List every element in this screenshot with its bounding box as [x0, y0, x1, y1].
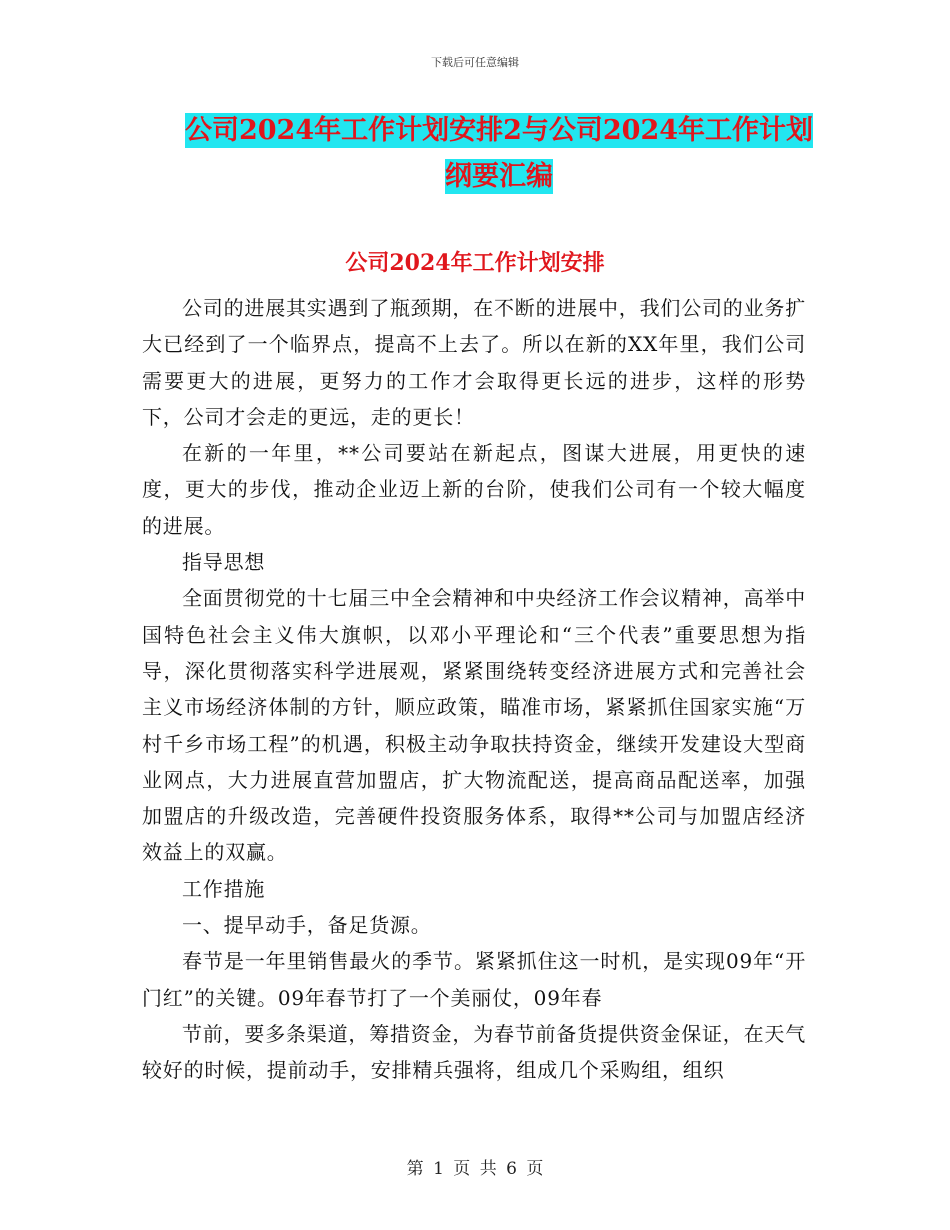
paragraph: 公司的进展其实遇到了瓶颈期，在不断的进展中，我们公司的业务扩大已经到了一个临界点，提高不上去了。所以在新的XX年里，我们公司需要更大的进展，更努力的工作才会取得更长远的进步，这样的形势下，公司才会走的更远，走的更长！: [142, 296, 806, 429]
document-title: [140, 108, 858, 200]
document-body: [142, 290, 806, 1089]
paragraph: 节前，要多条渠道，筹措资金，为春节前备货提供资金保证，在天气较好的时候，提前动手，安排精兵强将，组成几个采购组，组织: [142, 1021, 806, 1083]
document-title-line-2: 纲要汇编: [445, 161, 553, 192]
section-title: 公司2024年工作计划安排: [345, 250, 605, 276]
paragraph-heading: 工作措施: [182, 876, 266, 901]
paragraph: 在新的一年里，**公司要站在新起点，图谋大进展，用更快的速度，更大的步伐，推动企业迈上新的台阶，使我们公司有一个较大幅度的进展。: [142, 441, 806, 538]
paragraph-heading: 指导思想: [182, 550, 266, 575]
page-number-footer: 第 1 页 共 6 页: [406, 1159, 544, 1179]
paragraph: 春节是一年里销售最火的季节。紧紧抓住这一时机，是实现09年“开门红”的关键。09年春节打了一个美丽仗，09年春: [142, 949, 806, 1010]
header-note: 下载后可任意编辑: [431, 56, 519, 69]
paragraph-heading: 一、提早动手，备足货源。: [182, 913, 432, 938]
document-title-line-1: 公司2024年工作计划安排2与公司2024年工作计划: [184, 115, 814, 146]
paragraph: 全面贯彻党的十七届三中全会精神和中央经济工作会议精神，高举中国特色社会主义伟大旗帜，以邓小平理论和“三个代表”重要思想为指导，深化贯彻落实科学进展观，紧紧围绕转变经济进展方式和完善社会主义市场经济体制的方针，顺应政策，瞄准市场，紧紧抓住国家实施“万村千乡市场工程”的机遇，积极主动争取扶持资金，继续开发建设大型商业网点，大力进展直营加盟店，扩大物流配送，提高商品配送率，加强加盟店的升级改造，完善硬件投资服务体系，取得**公司与加盟店经济效益上的双赢。: [142, 586, 806, 865]
